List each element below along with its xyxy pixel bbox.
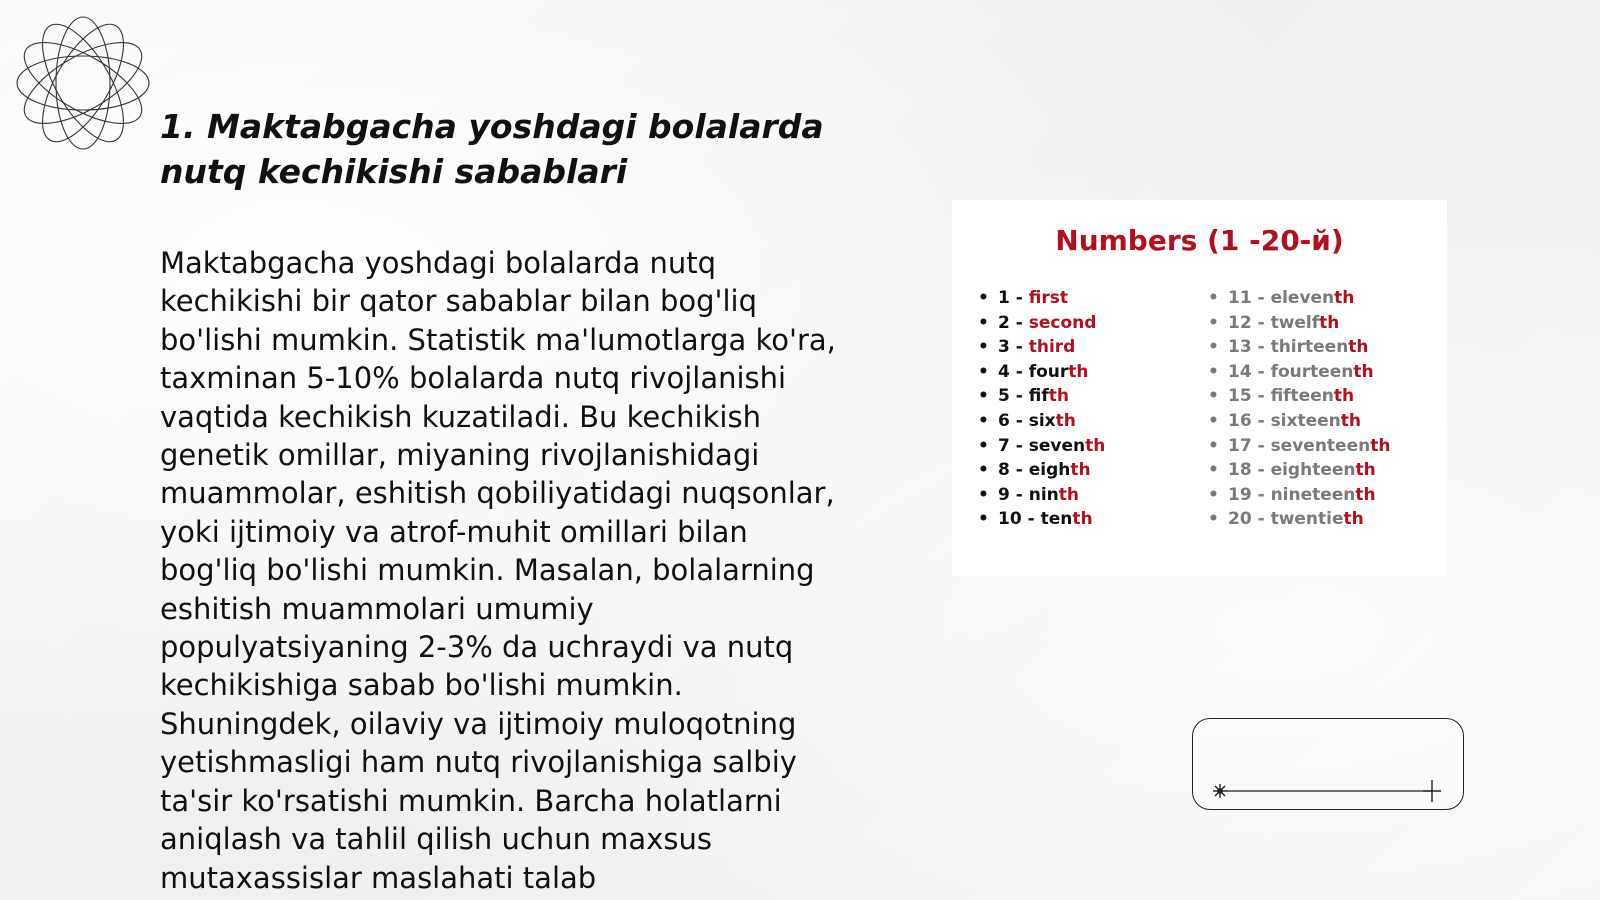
ordinal-suffix: th <box>1068 361 1089 382</box>
number-item <box>978 458 1105 483</box>
ordinal-stem: nin <box>1028 484 1059 505</box>
number-label: 14 - <box>1228 361 1265 382</box>
bullet-icon: • <box>978 386 989 407</box>
ordinal-stem: twelf <box>1270 312 1320 333</box>
ordinal-stem: twentie <box>1270 509 1344 530</box>
bullet-icon: • <box>978 337 989 358</box>
number-label: 19 - <box>1228 484 1265 505</box>
number-item <box>1208 311 1390 336</box>
ordinal-stem: fif <box>1028 386 1049 407</box>
number-label: 4 - <box>998 361 1023 382</box>
number-item <box>1208 384 1390 409</box>
ordinal-suffix: th <box>1355 460 1376 481</box>
number-item <box>978 483 1105 508</box>
number-label: 1 - <box>998 288 1023 308</box>
number-label: 12 - <box>1228 312 1265 333</box>
number-item <box>978 360 1105 385</box>
ordinal-suffix: th <box>1070 460 1091 481</box>
number-item <box>1208 483 1390 508</box>
number-item <box>978 286 1105 311</box>
ordinal-suffix: second <box>1028 312 1097 333</box>
number-item <box>978 434 1105 459</box>
number-label: 7 - <box>998 435 1023 456</box>
ordinal-suffix: th <box>1048 386 1069 407</box>
ordinal-stem: four <box>1028 361 1069 382</box>
bullet-icon: • <box>978 312 989 333</box>
number-label: 15 - <box>1228 386 1265 407</box>
ordinal-suffix: th <box>1319 312 1340 333</box>
ordinal-suffix: th <box>1085 435 1106 456</box>
bullet-icon: • <box>1208 484 1219 505</box>
ordinal-suffix: th <box>1340 410 1361 431</box>
ordinal-stem: fifteen <box>1270 386 1334 407</box>
bullet-icon: • <box>978 435 989 456</box>
bullet-icon: • <box>1208 337 1219 358</box>
number-label: 16 - <box>1228 410 1265 431</box>
numbers-image-card <box>952 200 1447 576</box>
number-item <box>978 409 1105 434</box>
number-item <box>1208 507 1390 532</box>
ordinal-suffix: th <box>1058 484 1080 505</box>
bullet-icon: • <box>978 288 989 308</box>
number-label: 17 - <box>1228 435 1265 456</box>
ordinal-stem: eighteen <box>1270 460 1356 481</box>
number-label: 6 - <box>998 410 1023 431</box>
ordinal-stem: eigh <box>1028 460 1071 481</box>
number-item <box>1208 458 1390 483</box>
ordinal-stem: seventeen <box>1270 435 1371 456</box>
numbers-card-title: Numbers (1 -20-й) <box>1055 224 1344 257</box>
ordinal-stem: nineteen <box>1270 484 1356 505</box>
ordinal-suffix: th <box>1370 435 1391 456</box>
number-label: 5 - <box>998 386 1023 407</box>
number-item <box>1208 335 1390 360</box>
number-item <box>1208 360 1390 385</box>
number-item <box>1208 286 1390 311</box>
number-item <box>1208 434 1390 459</box>
number-label: 2 - <box>998 312 1023 333</box>
bullet-icon: • <box>978 361 989 382</box>
ordinal-suffix: third <box>1028 337 1076 358</box>
bullet-icon: • <box>1208 288 1219 308</box>
ordinal-stem: sixteen <box>1270 410 1341 431</box>
bullet-icon: • <box>978 410 989 431</box>
number-item <box>978 311 1105 336</box>
sparkle-icon <box>1213 784 1227 798</box>
ordinal-stem: fourteen <box>1270 361 1354 382</box>
bullet-icon: • <box>1208 361 1219 382</box>
bullet-icon: • <box>978 509 989 530</box>
bullet-icon: • <box>1208 435 1219 456</box>
progress-track <box>1212 778 1444 804</box>
ordinal-stem: six <box>1028 410 1056 431</box>
ordinal-stem: eleven <box>1270 288 1335 308</box>
ordinal-suffix: th <box>1334 288 1355 308</box>
number-label: 11 - <box>1228 288 1265 308</box>
bullet-icon: • <box>1208 312 1219 333</box>
number-label: 20 - <box>1228 509 1265 530</box>
ordinal-suffix: th <box>1343 509 1364 530</box>
slide-body-text: Maktabgacha yoshdagi bolalarda nutq kechikishi bir qator sabablar bilan bog'liq bo'lishi mumkin. Statistik ma'lumotlarga ko'ra, taxminan 5-10% bolalarda nutq rivojlanishi vaqtida kechikish kuzatiladi. Bu kechikish genetik omillar, miyaning rivojlanishidagi muammolar, eshitish qobiliyatidagi nuqsonlar, yoki ijtimoiy va atrof-muhit omillari bilan bog'liq bo'lishi mumkin. Masalan, bolalarning eshitish muammolari umumiy populyatsiyaning 2-3% da uchraydi va nutq kechikishiga sabab bo'lishi mumkin. Shuningdek, oilaviy va ijtimoiy muloqotning yetishmasligi ham nutq rivojlanishiga salbiy ta'sir ko'rsatishi mumkin. Barcha holatlarni aniqlash va tahlil qilish uchun maxsus mutaxassislar maslahati talab <box>160 246 836 895</box>
number-item <box>978 384 1105 409</box>
ordinal-suffix: th <box>1353 361 1374 382</box>
number-item <box>978 335 1105 360</box>
number-label: 9 - <box>998 484 1023 505</box>
ordinal-suffix: th <box>1333 386 1355 407</box>
ordinal-suffix: th <box>1355 484 1376 505</box>
number-item <box>978 507 1105 532</box>
ordinal-stem: ten <box>1040 509 1073 530</box>
cross-icon <box>1423 780 1441 802</box>
orbital-rings-icon <box>10 10 156 156</box>
ordinal-suffix: th <box>1348 337 1369 358</box>
ordinal-stem: seven <box>1028 435 1086 456</box>
bullet-icon: • <box>978 484 989 505</box>
bullet-icon: • <box>978 460 989 481</box>
bullet-icon: • <box>1208 509 1219 530</box>
ordinal-stem: thirteen <box>1270 337 1349 358</box>
slide-title: 1. Maktabgacha yoshdagi bolalarda nutq kechikishi sabablari <box>160 107 824 191</box>
ordinal-suffix: th <box>1072 509 1093 530</box>
numbers-list-1-10 <box>978 286 1105 532</box>
numbers-list-11-20 <box>1208 286 1390 532</box>
number-label: 10 - <box>998 509 1035 530</box>
bullet-icon: • <box>1208 386 1219 407</box>
number-label: 18 - <box>1228 460 1265 481</box>
number-label: 3 - <box>998 337 1023 358</box>
number-item <box>1208 409 1390 434</box>
number-label: 13 - <box>1228 337 1265 358</box>
bullet-icon: • <box>1208 410 1219 431</box>
ordinal-suffix: th <box>1055 410 1076 431</box>
bullet-icon: • <box>1208 460 1219 481</box>
ordinal-suffix: first <box>1028 288 1068 308</box>
number-label: 8 - <box>998 460 1023 481</box>
